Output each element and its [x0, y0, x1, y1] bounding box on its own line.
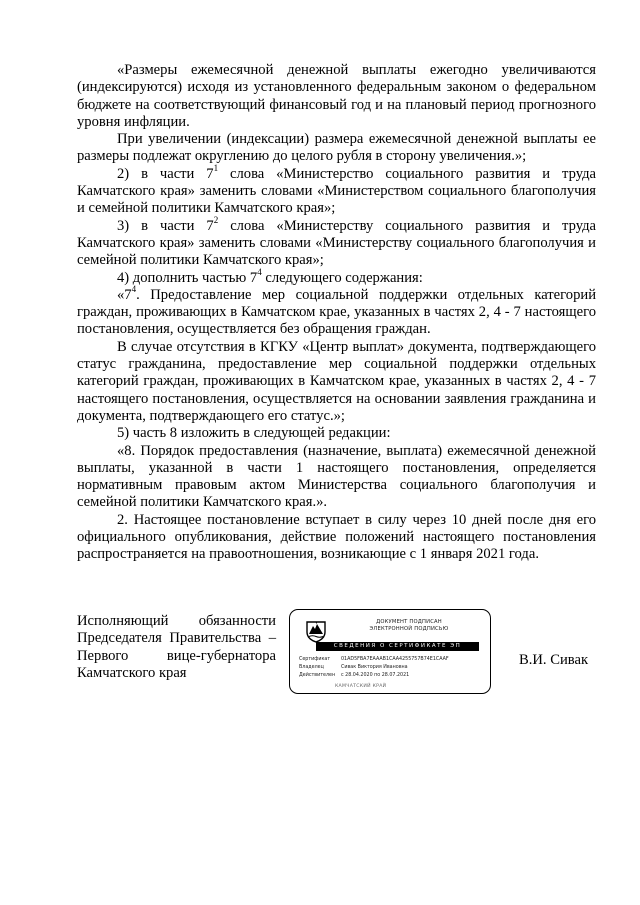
paragraph-part-8: «8. Порядок предоставления (назначение, выплата) ежемесячной денежной выплаты, указанной в части 1 настоящего постановления, определяется нормативным правовым актом Министерства социального благополучия и семейной политики Камчатского края.». [77, 442, 596, 511]
paragraph-item-2: 2) в части $7^1$ слова «Министерство социального развития и труда Камчатского края» заменить словами «Министерством социального благополучия и семейной политики Камчатского края»; [77, 162, 596, 217]
paragraph-item-4: 4) дополнить частью $7^4$ следующего содержания: [117, 266, 423, 286]
paragraph-indexation: «Размеры ежемесячной денежной выплаты ежегодно увеличиваются (индексируются) исходя из установленного федеральным законом о федеральном бюджете на соответствующий финансовый год и на плановый период прогнозного уровня инфляции. [77, 62, 596, 130]
document-body [77, 62, 596, 564]
signatory-position-line: Первого вице-губернатора [77, 647, 276, 664]
signatory-position-line: Камчатского края [77, 664, 187, 681]
stamp-footer: КАМЧАТСКИЙ КРАЙ [335, 684, 387, 689]
signatory-name: В.И. Сивак [519, 652, 589, 668]
paragraph-effective-date: 2. Настоящее постановление вступает в силу через 10 дней после дня его официального опубликования, действие положений настоящего постановления распространяется на правоотношения, возникающие с 1 января 2021 года. [77, 511, 596, 563]
signatory-position-line: Исполняющий обязанности [77, 613, 276, 629]
kamchatka-coat-of-arms-icon [304, 619, 328, 643]
stamp-row-owner: Владелец Сивак Виктория Ивановна [299, 665, 408, 670]
signatory-position-line: Председателя Правительства – [77, 630, 276, 647]
electronic-signature-stamp [289, 609, 491, 694]
paragraph-item-3: 3) в части $7^2$ слова «Министерству социального развития и труда Камчатского края» заменить словами «Министерству социального благополучия и семейной политики Камчатского края»; [77, 214, 596, 269]
paragraph-part-7-4: «$7^4$. Предоставление мер социальной поддержки отдельных категорий граждан, проживающих в Камчатском крае, указанных в частях 2, 4 - 7 настоящего постановления, осуществляется без обращения граждан. [77, 284, 596, 338]
paragraph-rounding: При увеличении (индексации) размера ежемесячной денежной выплаты ее размеры подлежат округлению до целого рубля в сторону увеличения.»; [77, 131, 596, 165]
stamp-row-validity: Действителен с 28.04.2020 по 28.07.2021 [299, 673, 410, 678]
stamp-header: ДОКУМЕНТ ПОДПИСАН ЭЛЕКТРОННОЙ ПОДПИСЬЮ [369, 619, 449, 632]
paragraph-item-5: 5) часть 8 изложить в следующей редакции: [117, 425, 391, 442]
stamp-row-certificate: Сертификат 01AD5FBA7EAAAB1CAA4255757B74E1CAAF [299, 657, 449, 662]
paragraph-absence-case: В случае отсутствия в КГКУ «Центр выплат» документа, подтверждающего статус гражданина, предоставление мер социальной поддержки отдельных категорий граждан, проживающих в Камчатском крае, указанных в частях 2, 4 - 7 настоящего постановления, осуществляется на основании заявления гражданина и документа, подтверждающего его статус.»; [77, 338, 596, 424]
stamp-certificate-title: СВЕДЕНИЯ О СЕРТИФИКАТЕ ЭП [316, 642, 479, 651]
signatory-position [77, 613, 276, 682]
